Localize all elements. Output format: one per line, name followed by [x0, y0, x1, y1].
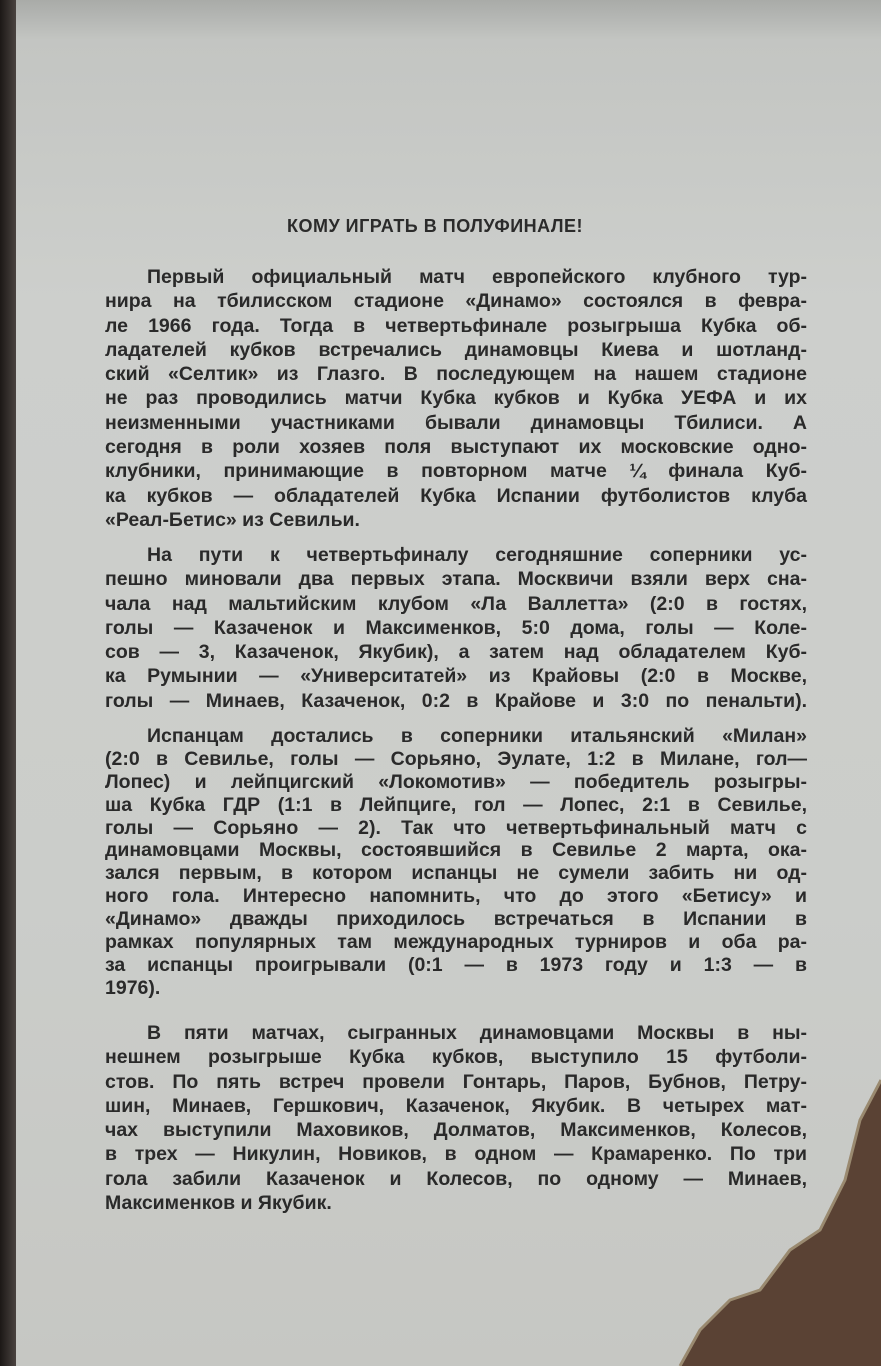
text-line: ка кубков — обладателей Кубка Испании футболистов клуба	[105, 484, 807, 507]
text-line: в трех — Никулин, Новиков, в одном — Крамаренко. По три	[105, 1143, 807, 1166]
text-line: «Реал-Бетис» из Севильи.	[105, 508, 360, 531]
text-line: неизменными участниками бывали динамовцы Тбилиси. А	[105, 411, 807, 434]
text-line: (2:0 в Севилье, голы — Сорьяно, Эулате, 1:2 в Милане, гол—	[105, 747, 807, 770]
text-line: ша Кубка ГДР (1:1 в Лейпциге, гол — Лопес, 2:1 в Севилье,	[105, 793, 807, 816]
text-line: шин, Минаев, Гершкович, Казаченок, Якубик. В четырех мат-	[105, 1094, 807, 1117]
text-line: сов — 3, Казаченок, Якубик), а затем над обладателем Куб-	[105, 641, 807, 664]
paragraph-3	[105, 725, 807, 1000]
text-line: голы — Сорьяно — 2). Так что четвертьфинальный матч с	[105, 816, 807, 839]
text-line: чах выступили Маховиков, Долматов, Максименков, Колесов,	[105, 1119, 807, 1142]
text-line: пешно миновали два первых этапа. Москвичи взяли верх сна-	[105, 568, 807, 591]
text-line: голы — Казаченок и Максименков, 5:0 дома, голы — Коле-	[105, 616, 807, 639]
paragraph-2	[105, 543, 807, 713]
text-line: «Динамо» дважды приходилось встречаться в Испании в	[105, 908, 807, 931]
text-line: нира на тбилисском стадионе «Динамо» состоялся в февра-	[105, 290, 807, 313]
text-line: 1976).	[105, 976, 161, 999]
text-line: стов. По пять встреч провели Гонтарь, Паров, Бубнов, Петру-	[105, 1070, 807, 1093]
text-line: гола забили Казаченок и Колесов, по одному — Минаев,	[105, 1167, 807, 1190]
article-title: КОМУ ИГРАТЬ В ПОЛУФИНАЛЕ!	[286, 216, 584, 236]
text-line: Максименков и Якубик.	[105, 1192, 332, 1215]
text-line: рамках популярных там международных турниров и оба ра-	[105, 931, 807, 954]
text-line: нешнем розыгрыше Кубка кубков, выступило 15 футболи-	[105, 1046, 807, 1069]
text-line: На пути к четвертьфиналу сегодняшние соперники ус-	[147, 544, 807, 566]
text-line: В пяти матчах, сыгранных динамовцами Москвы в ны-	[147, 1022, 807, 1044]
text-line: чала над мальтийским клубом «Ла Валлетта» (2:0 в гостях,	[105, 592, 807, 615]
paragraph-4	[105, 1021, 807, 1215]
text-line: ка Румынии — «Университатей» из Крайовы (2:0 в Москве,	[105, 665, 807, 688]
text-line: ский «Селтик» из Глазго. В последующем на нашем стадионе	[105, 363, 807, 386]
text-line: Первый официальный матч европейского клубного тур-	[147, 266, 807, 288]
text-line: ного гола. Интересно напомнить, что до этого «Бетису» и	[105, 885, 807, 908]
paragraph-1	[105, 265, 807, 532]
text-line: сегодня в роли хозяев поля выступают их московские одно-	[105, 436, 807, 459]
text-line: зался первым, в котором испанцы не сумели забить ни од-	[105, 862, 807, 885]
text-line: Испанцам достались в соперники итальянский «Милан»	[147, 725, 807, 747]
text-line: ладателей кубков встречались динамовцы Киева и шотланд-	[105, 338, 807, 361]
text-line: за испанцы проигрывали (0:1 — в 1973 году и 1:3 — в	[105, 953, 807, 976]
text-line: Лопес) и лейпцигский «Локомотив» — победитель розыгры-	[105, 770, 807, 793]
text-line: ле 1966 года. Тогда в четвертьфинале розыгрыша Кубка об-	[105, 314, 807, 337]
text-line: клубники, принимающие в повторном матче ¼ финала Куб-	[105, 460, 807, 483]
text-line: динамовцами Москвы, состоявшийся в Севилье 2 марта, ока-	[105, 839, 807, 862]
text-line: не раз проводились матчи Кубка кубков и Кубка УЕФА и их	[105, 387, 807, 410]
text-line: голы — Минаев, Казаченок, 0:2 в Крайове и 3:0 по пенальти).	[105, 689, 807, 712]
